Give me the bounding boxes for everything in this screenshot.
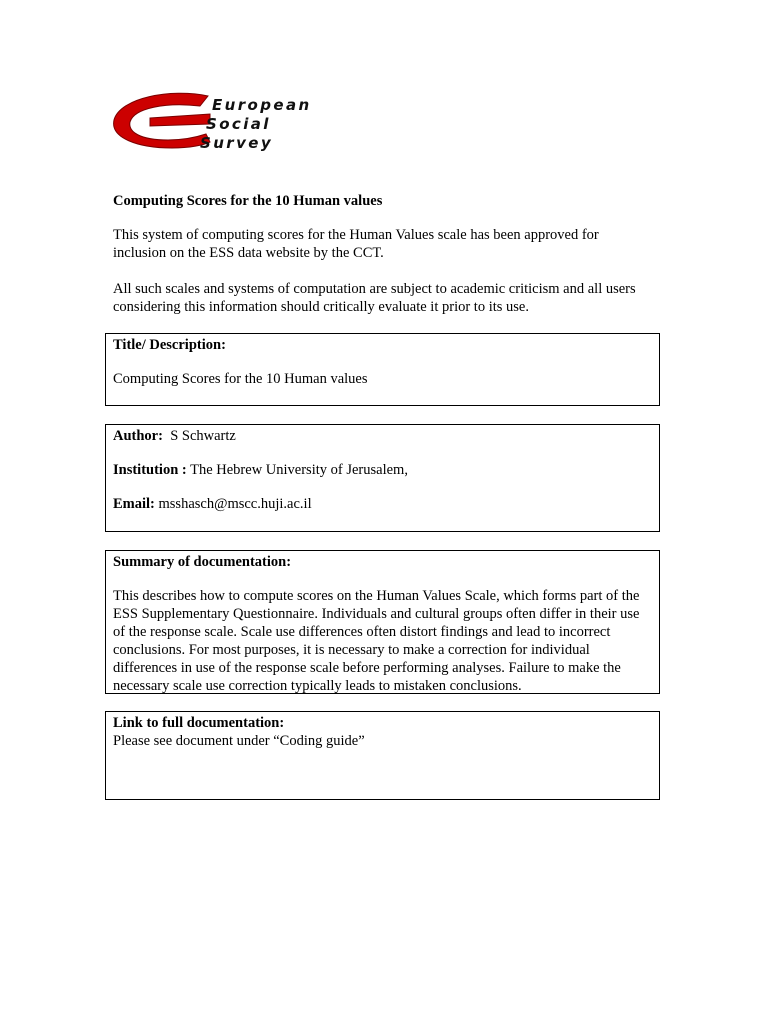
- author-box: [105, 424, 660, 532]
- logo-line2: Social: [206, 115, 271, 133]
- link-text: Please see document under “Coding guide”: [113, 733, 365, 749]
- ess-logo-graphic: [110, 90, 340, 162]
- title-description-label: Title/ Description:: [113, 337, 226, 353]
- intro-paragraph-2: All such scales and systems of computation are subject to academic criticism and all users considering this information should critically evaluate it prior to its use.: [113, 281, 636, 315]
- summary-label: Summary of documentation:: [113, 554, 292, 570]
- title-description-box: [105, 333, 660, 406]
- author-value: S Schwartz: [170, 428, 236, 444]
- author-line: [113, 427, 652, 445]
- summary-box: [105, 550, 660, 694]
- intro-paragraph-1: This system of computing scores for the Human Values scale has been approved for inclusion on the ESS data website by the CCT.: [113, 227, 599, 261]
- author-label: Author:: [113, 428, 163, 444]
- link-label: Link to full documentation:: [113, 715, 285, 731]
- email-line: [113, 495, 652, 513]
- title-description-value: Computing Scores for the 10 Human values: [113, 371, 368, 387]
- link-box: [105, 711, 660, 800]
- logo-line3: Survey: [200, 134, 274, 152]
- institution-value: The Hebrew University of Jerusalem,: [190, 462, 408, 478]
- ess-logo: [110, 90, 340, 162]
- email-label: Email:: [113, 496, 155, 512]
- page-heading: Computing Scores for the 10 Human values: [113, 193, 383, 209]
- institution-line: [113, 461, 652, 479]
- logo-bar: [150, 114, 210, 126]
- summary-text: This describes how to compute scores on the Human Values Scale, which forms part of the ESS Supplementary Questionnaire. Individuals and cultural groups often differ in their use of the response scale. Scale use differences often distort findings and lead to incorrect conclusions. For most purposes, it is necessary to make a correction for individual differences in use of the response scale before performing analyses. Failure to make the necessary scale use correction typically leads to mistaken conclusions.: [113, 588, 640, 694]
- email-value[interactable]: msshasch@mscc.huji.ac.il: [158, 496, 312, 512]
- institution-label: Institution :: [113, 462, 187, 478]
- logo-line1: European: [212, 96, 312, 114]
